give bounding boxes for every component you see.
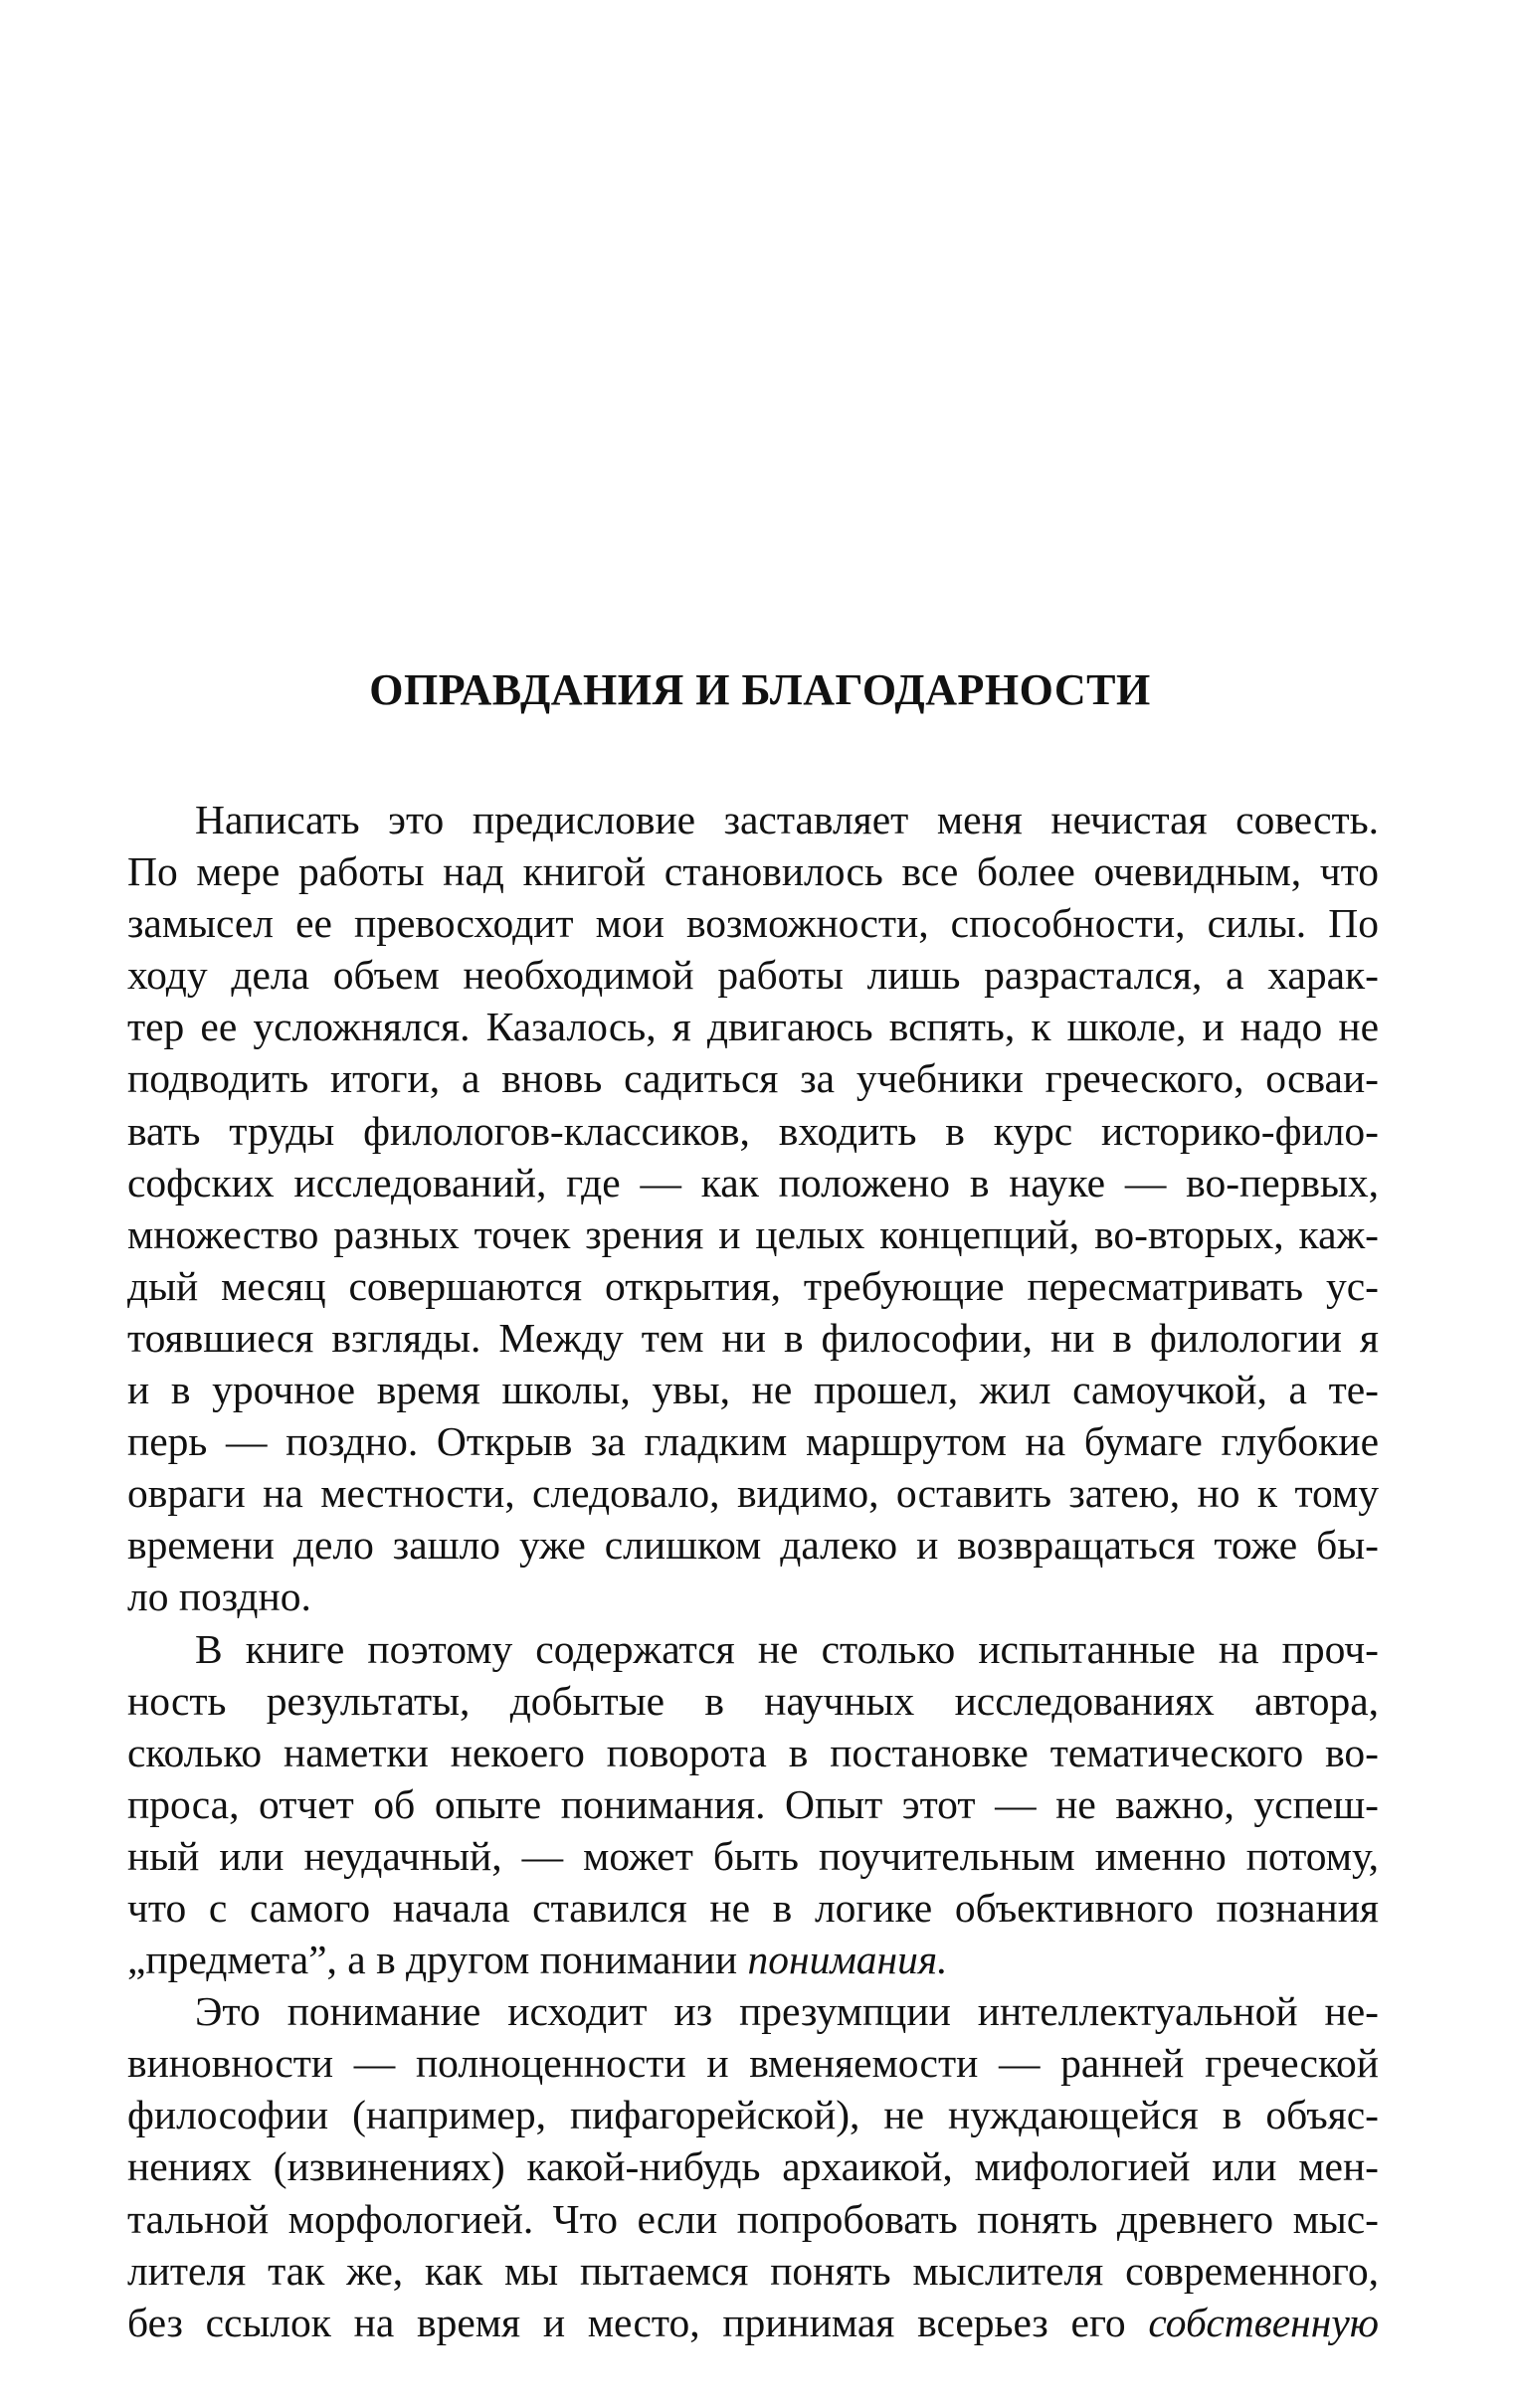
text-segment: без ссылок на время и место, принимая всерьез его bbox=[127, 2299, 1149, 2345]
paragraph-2 bbox=[127, 1623, 1379, 1986]
body-text bbox=[127, 794, 1379, 2348]
text-line: множество разных точек зрения и целых концепций, во-вторых, каж- bbox=[127, 1210, 1379, 1257]
text-line bbox=[127, 1934, 1379, 1985]
text-line: овраги на местности, следовало, видимо, оставить затею, но к тому bbox=[127, 1470, 1379, 1517]
text-line: философии (например, пифагорейской), не нуждающейся в объяс- bbox=[127, 2092, 1379, 2138]
text-line: По мере работы над книгой становилось все более очевидным, что bbox=[127, 848, 1379, 895]
text-line: тальной морфологией. Что если попробовать понять древнего мыс- bbox=[127, 2195, 1379, 2242]
text-line: подводить итоги, а вновь садиться за учебники греческого, осваи- bbox=[127, 1055, 1379, 1102]
text-line: времени дело зашло уже слишком далеко и возвращаться тоже бы- bbox=[127, 1522, 1379, 1569]
text-line: тоявшиеся взгляды. Между тем ни в философии, ни в филологии я bbox=[127, 1314, 1379, 1361]
text-line: нениях (извинениях) какой-нибудь архаикой, мифологией или мен- bbox=[127, 2143, 1379, 2190]
text-line: вать труды филологов-классиков, входить в курс историко-фило- bbox=[127, 1107, 1379, 1154]
page-title: ОПРАВДАНИЯ И БЛАГОДАРНОСТИ bbox=[369, 665, 1151, 714]
text-segment: „предмета”, а в другом понимании bbox=[127, 1937, 748, 1983]
text-line: Это понимание исходит из презумпции интеллектуальной не- bbox=[195, 1988, 1379, 2035]
text-line: замысел ее превосходит мои возможности, способности, силы. По bbox=[127, 900, 1379, 947]
text-line: ный или неудачный, — может быть поучительным именно потому, bbox=[127, 1832, 1379, 1879]
text-line: сколько наметки некоего поворота в постановке тематического во- bbox=[127, 1729, 1379, 1775]
text-line: лителя так же, как мы пытаемся понять мыслителя современного, bbox=[127, 2247, 1379, 2294]
paragraph-3 bbox=[127, 1985, 1379, 2348]
text-line: тер ее усложнялся. Казалось, я двигаюсь вспять, к школе, и надо не bbox=[127, 1004, 1379, 1050]
text-line: ность результаты, добытые в научных исследованиях автора, bbox=[127, 1677, 1379, 1724]
text-line bbox=[127, 2297, 1379, 2348]
text-line: дый месяц совершаются открытия, требующие пересматривать ус- bbox=[127, 1262, 1379, 1309]
text-line: виновности — полноценности и вменяемости — ранней греческой bbox=[127, 2040, 1379, 2087]
italic-text: понимания. bbox=[747, 1937, 948, 1983]
paragraph-1 bbox=[127, 794, 1379, 1623]
text-line: перь — поздно. Открыв за гладким маршрутом на бумаге глубокие bbox=[127, 1418, 1379, 1465]
text-line: ходу дела объем необходимой работы лишь разрастался, а харак- bbox=[127, 952, 1379, 999]
text-line: В книге поэтому содержатся не столько испытанные на проч- bbox=[195, 1625, 1379, 1672]
text-line: софских исследований, где — как положено в науке — во-первых, bbox=[127, 1159, 1379, 1205]
text-line: Написать это предисловие заставляет меня нечистая совесть. bbox=[195, 797, 1379, 842]
text-line: проса, отчет об опыте понимания. Опыт этот — не важно, успеш- bbox=[127, 1780, 1379, 1827]
text-line: ло поздно. bbox=[127, 1574, 311, 1620]
text-line: что с самого начала ставился не в логике объективного познания bbox=[127, 1884, 1379, 1931]
text-line: и в урочное время школы, увы, не прошел, жил самоучкой, а те- bbox=[127, 1367, 1379, 1413]
italic-text: собственную bbox=[1148, 2299, 1379, 2345]
